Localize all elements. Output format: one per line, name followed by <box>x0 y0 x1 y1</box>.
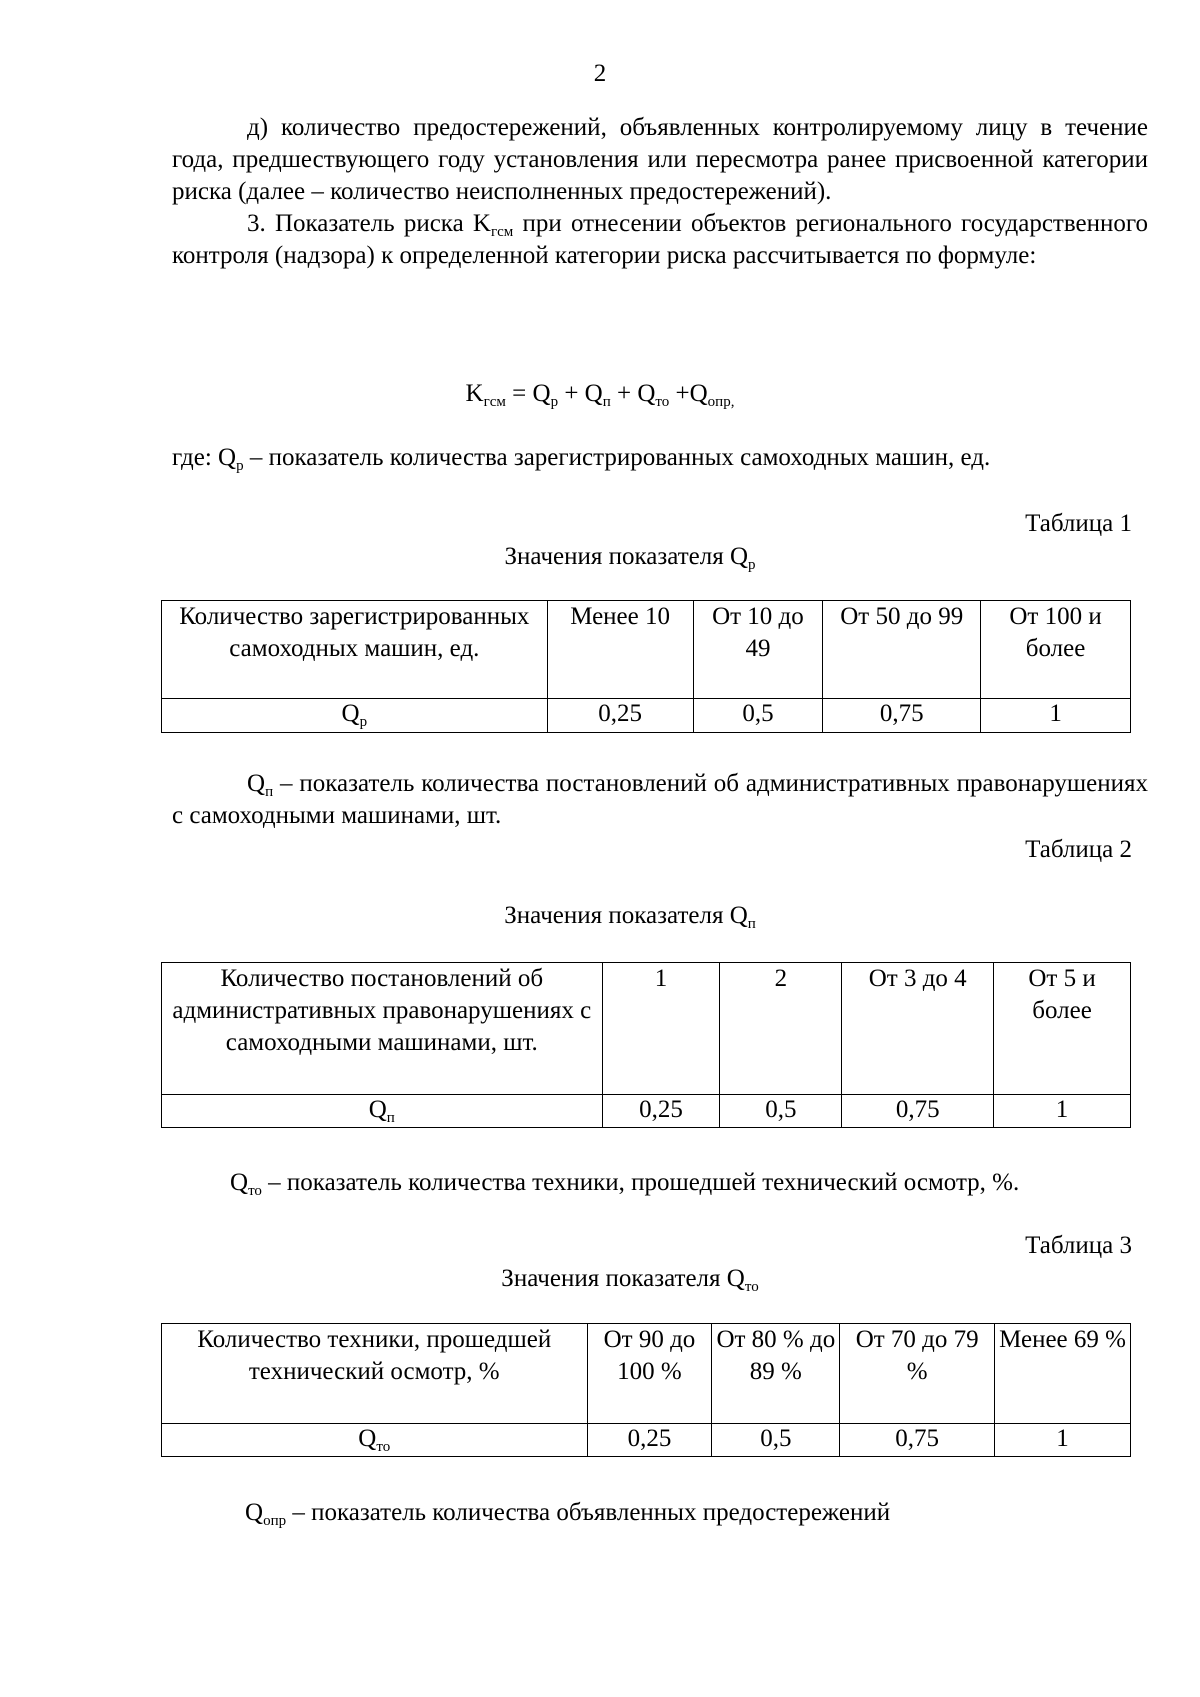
paragraph-d: д) количество предостережений, объявленных контролируемому лицу в течение года, предшествующего году установления или пересмотра ранее присвоенной категории риска (далее – количество неисполненных предостережений). <box>172 114 1148 205</box>
table3-value-cell: 0,25 <box>587 1424 712 1457</box>
table2-header-cell: От 3 до 4 <box>842 963 994 1095</box>
table2-header-cell: 2 <box>720 963 842 1095</box>
table1-header-cell: Менее 10 <box>547 601 693 699</box>
table2-value-cell: 0,5 <box>720 1095 842 1128</box>
table2-header-row <box>162 963 1131 1095</box>
table1-header-cell: От 50 до 99 <box>823 601 981 699</box>
table1-header-row <box>162 601 1131 699</box>
table3-header-cell: Количество техники, прошедшей технический осмотр, % <box>162 1324 588 1424</box>
table1-caption: Значения показателя $Q_р$ <box>504 543 756 573</box>
table3-row-label: $Q_{то}$ <box>162 1424 588 1457</box>
table2-value-cell: 1 <box>994 1095 1131 1128</box>
table1-row-label: $Q_р$ <box>162 699 548 733</box>
table1-header-cell: От 100 и более <box>981 601 1131 699</box>
table3 <box>161 1323 1131 1457</box>
risk-formula: $K_{гсм} = Q_р + Q_п + Q_{то} +Q_{опр,}$ <box>465 380 735 410</box>
table1-value-cell: 0,25 <box>547 699 693 733</box>
where-line: где: $Q_р$ – показатель количества зарегистрированных самоходных машин, ед. <box>172 444 991 474</box>
table2-value-cell: 0,75 <box>842 1095 994 1128</box>
table2-value-row <box>162 1095 1131 1128</box>
table2 <box>161 962 1131 1128</box>
table2-row-label: $Q_п$ <box>162 1095 603 1128</box>
page-number: 2 <box>593 60 607 87</box>
table2-header-cell: 1 <box>602 963 720 1095</box>
table1-value-cell: 1 <box>981 699 1131 733</box>
qopr-description: $Q_{опр}$ – показатель количества объявленных предостережений <box>245 1499 891 1529</box>
table3-value-row <box>162 1424 1131 1457</box>
table1 <box>161 600 1131 733</box>
table3-value-cell: 1 <box>995 1424 1131 1457</box>
table3-header-row <box>162 1324 1131 1424</box>
table3-label: Таблица 3 <box>1025 1232 1132 1259</box>
table2-header-cell: От 5 и более <box>994 963 1131 1095</box>
table3-value-cell: 0,5 <box>712 1424 840 1457</box>
paragraph-3: 3. Показатель риска $K_{гсм}$ при отнесении объектов регионального государственного контроля (надзора) к определенной категории риска рассчитывается по формуле: <box>172 210 1148 269</box>
table2-value-cell: 0,25 <box>602 1095 720 1128</box>
table1-value-cell: 0,5 <box>693 699 823 733</box>
table1-header-cell: От 10 до 49 <box>693 601 823 699</box>
table2-header-cell: Количество постановлений об административных правонарушениях с самоходными машинами, шт. <box>162 963 603 1095</box>
table1-value-row <box>162 699 1131 733</box>
table1-header-cell: Количество зарегистрированных самоходных машин, ед. <box>162 601 548 699</box>
paragraph-block-intro <box>172 112 1148 272</box>
table1-label: Таблица 1 <box>1025 510 1132 537</box>
table1-value-cell: 0,75 <box>823 699 981 733</box>
table3-header-cell: Менее 69 % <box>995 1324 1131 1424</box>
table3-header-cell: От 70 до 79 % <box>840 1324 995 1424</box>
table3-caption: Значения показателя $Q_{то}$ <box>501 1265 759 1295</box>
qto-description: $Q_{то}$ – показатель количества техники, прошедшей технический осмотр, %. <box>230 1169 1020 1199</box>
qp-description: $Q_п$ – показатель количества постановлений об административных правонарушениях с самоходными машинами, шт. <box>172 770 1148 829</box>
table3-value-cell: 0,75 <box>840 1424 995 1457</box>
table2-caption: Значения показателя $Q_п$ <box>504 902 756 932</box>
table3-header-cell: От 80 % до 89 % <box>712 1324 840 1424</box>
table3-header-cell: От 90 до 100 % <box>587 1324 712 1424</box>
table2-label: Таблица 2 <box>1025 836 1132 863</box>
